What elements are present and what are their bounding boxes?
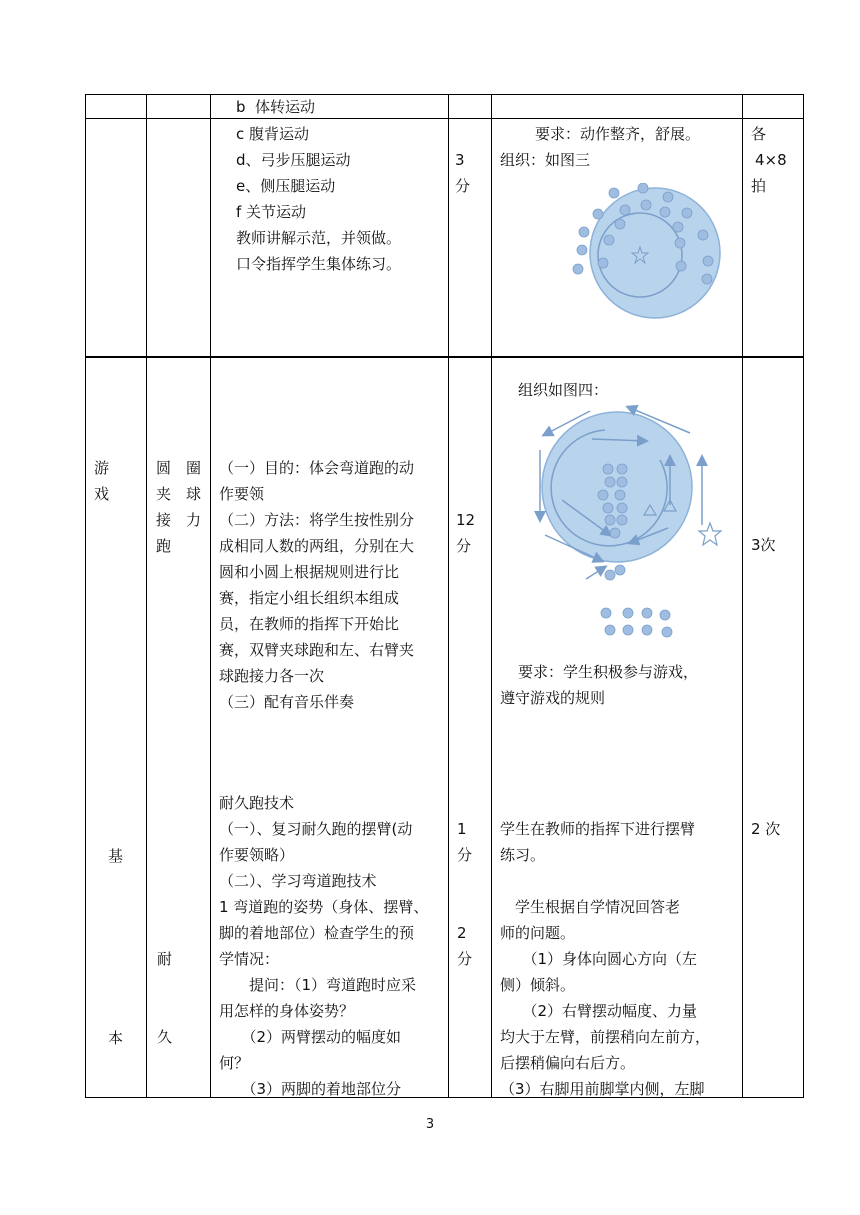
section-label: 基 — [108, 847, 124, 865]
row4-content — [219, 790, 447, 1102]
row2-time-unit: 分 — [455, 177, 471, 195]
row4-org-line: 侧）倾斜。 — [500, 976, 576, 994]
activity-name-line: 耐 — [157, 950, 173, 968]
row3-content-line: 员，在教师的指挥下开始比 — [219, 615, 400, 633]
row3-section — [94, 455, 109, 507]
row4-org-line: 均大于左臂，前摆稍向左前方， — [500, 1028, 711, 1046]
formation-diagram-4 — [530, 405, 730, 645]
row4-count: 2 次 — [751, 820, 781, 838]
row3-time — [456, 507, 475, 559]
activity-name-line: 久 — [157, 1028, 173, 1046]
row4-org-line: 学生在教师的指挥下进行摆臂 — [500, 820, 696, 838]
row2-organization: 组织：如图三 — [500, 151, 591, 169]
row2-org — [500, 121, 740, 173]
row2-content-line: d、弓步压腿运动 — [236, 151, 351, 169]
row4-org-line: 练习。 — [500, 846, 546, 864]
row4-content-line: （3）两脚的着地部位分 — [219, 1080, 402, 1098]
row-divider-1 — [85, 118, 804, 119]
row2-content-line: f 关节运动 — [236, 203, 307, 221]
col-line-6 — [803, 94, 804, 1097]
col-line-2 — [210, 94, 211, 1097]
row4-org-line — [500, 868, 740, 894]
row2-content — [236, 121, 446, 277]
requirement-line: 要求：学生积极参与游戏， — [518, 663, 699, 681]
row4-time-value: 2 — [457, 924, 467, 942]
row3-count: 3次 — [751, 536, 776, 554]
activity-name-line: 接 力 — [156, 511, 202, 529]
row4-content-line: 1 弯道跑的姿势（身体、摆臂、 — [219, 898, 429, 916]
row4-content-line: 耐久跑技术 — [219, 794, 295, 812]
formation-diagram-3 — [570, 183, 740, 323]
teacher-star-icon — [699, 523, 721, 545]
row3-content-line: 赛，指定小组长组织本组成 — [219, 589, 400, 607]
row4-org-line: （1）身体向圆心方向（左 — [500, 950, 698, 968]
row2-content-line: 教师讲解示范，并领做。 — [236, 229, 402, 247]
row4-org — [500, 816, 740, 1102]
section-label: 游 — [94, 459, 110, 477]
row4-content-line: 脚的着地部位）检查学生的预 — [219, 924, 415, 942]
row2-content-line: c 腹背运动 — [236, 125, 310, 143]
row4-content-line: 何？ — [219, 1054, 250, 1072]
row1-content: b 体转运动 — [236, 98, 316, 116]
row3-content-line: 球跑接力各一次 — [219, 667, 325, 685]
col-line-4 — [491, 94, 492, 1097]
row3-requirement — [500, 659, 740, 711]
page-number: 3 — [425, 1117, 435, 1132]
row4-org-line: 学生根据自学情况回答老 — [500, 898, 681, 916]
col-line-1 — [146, 94, 147, 1097]
row4-content-line: （二）、学习弯道跑技术 — [219, 872, 377, 890]
row4-section — [108, 843, 123, 1051]
row4-org-line: （2）右臂摆动幅度、力量 — [500, 1002, 698, 1020]
row2-content-line: e、侧压腿运动 — [236, 177, 336, 195]
row2-time — [455, 147, 470, 199]
activity-name-line: 跑 — [156, 537, 172, 555]
table-top-border — [85, 94, 804, 95]
row2-count — [751, 121, 787, 199]
row4-content-line: 提问：（1）弯道跑时应采 — [219, 976, 417, 994]
row2-content-line: 口令指挥学生集体练习。 — [236, 255, 402, 273]
row3-content — [219, 455, 447, 715]
row3-content-line: （一）目的：体会弯道跑的动 — [219, 459, 415, 477]
row4-org-line: 师的问题。 — [500, 924, 576, 942]
col-line-0 — [85, 94, 86, 1097]
row4-org-line: （3）右脚用前脚掌内侧，左脚 — [500, 1080, 705, 1098]
row4-content-line: 学情况： — [219, 950, 280, 968]
row2-requirement: 要求：动作整齐，舒展。 — [535, 125, 701, 143]
requirement-line: 遵守游戏的规则 — [500, 689, 606, 707]
col-line-5 — [742, 94, 743, 1097]
row3-content-line: 成相同人数的两组，分别在大 — [219, 537, 415, 555]
row4-time-unit: 分 — [457, 950, 473, 968]
row2-count-line: 4×8 — [755, 151, 787, 169]
row4-org-line: 后摆稍偏向右后方。 — [500, 1054, 636, 1072]
row3-content-line: （二）方法：将学生按性别分 — [219, 511, 415, 529]
activity-name-line: 圆 圈 — [156, 459, 202, 477]
row3-time-unit: 分 — [456, 537, 472, 555]
row4-time-2 — [457, 920, 472, 972]
row3-content-line: 赛，双臂夹球跑和左、右臂夹 — [219, 641, 415, 659]
row4-content-line: （一）、复习耐久跑的摆臂(动 — [219, 820, 413, 838]
row4-time-1 — [457, 816, 472, 868]
section-label: 戏 — [94, 485, 110, 503]
col-line-3 — [448, 94, 449, 1097]
section-label: 本 — [108, 1029, 124, 1047]
row3-content-line: 圆和小圆上根据规则进行比 — [219, 563, 400, 581]
activity-name-line: 夹 球 — [156, 485, 202, 503]
row3-time-value: 12 — [456, 511, 476, 529]
row4-activity-name — [157, 946, 172, 1050]
row3-content-line: 作要领 — [219, 485, 265, 503]
row2-time-value: 3 — [455, 151, 465, 169]
row4-content-line: （2）两臂摆动的幅度如 — [219, 1028, 402, 1046]
row3-org-title: 组织如图四： — [518, 381, 609, 399]
row-divider-2 — [85, 356, 804, 358]
row2-count-line: 各 — [751, 125, 767, 143]
row4-time-unit: 分 — [457, 846, 473, 864]
row4-content-line: 用怎样的身体姿势？ — [219, 1002, 355, 1020]
outer-circle — [590, 188, 720, 318]
row3-content-line: （三）配有音乐伴奏 — [219, 693, 355, 711]
row2-count-line: 拍 — [751, 177, 767, 195]
row4-content-line: 作要领略） — [219, 846, 295, 864]
row4-time-value: 1 — [457, 820, 467, 838]
row3-activity-name — [156, 455, 201, 559]
